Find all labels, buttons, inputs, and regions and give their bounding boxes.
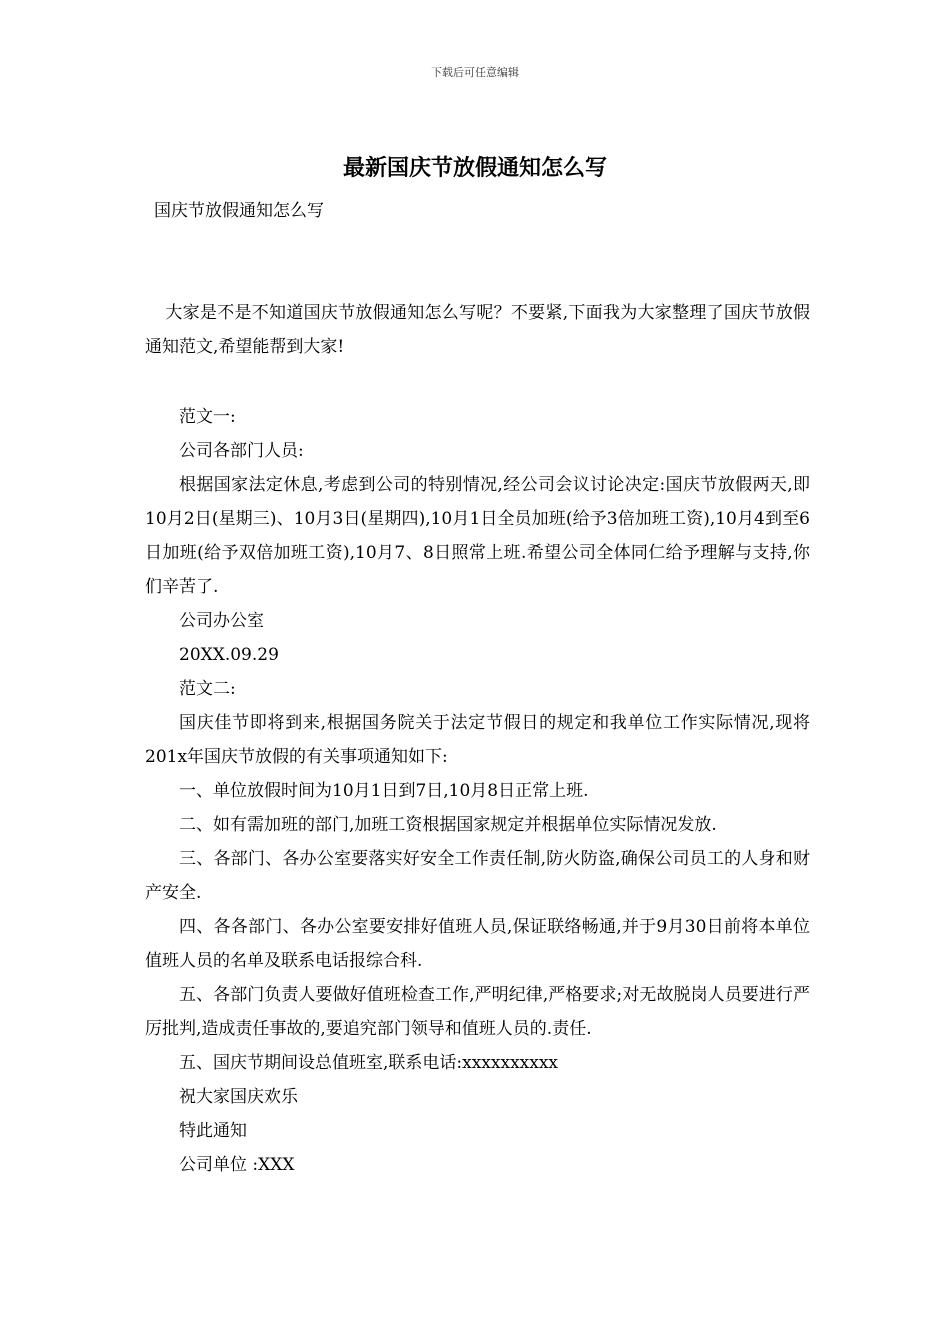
document-body: [145, 296, 810, 1182]
document-subtitle: 国庆节放假通知怎么写: [154, 201, 324, 221]
closing-notice: 特此通知: [179, 1121, 247, 1141]
paragraph-spacer: [145, 364, 810, 400]
notice-item-1: 一、单位放假时间为10月1日到7日,10月8日正常上班.: [179, 781, 589, 801]
page-header-note: 下载后可任意编辑: [431, 66, 519, 79]
sample-one-heading: 范文一:: [179, 407, 236, 427]
company-signature: 公司单位 :XXX: [179, 1155, 295, 1175]
sample-two-intro: 国庆佳节即将到来,根据国务院关于法定节假日的规定和我单位工作实际情况,现将201x年国庆节放假的有关事项通知如下:: [145, 713, 810, 767]
salutation: 公司各部门人员:: [179, 441, 304, 461]
sample-one-body: 根据国家法定休息,考虑到公司的特别情况,经公司会议讨论决定:国庆节放假两天,即10月2日(星期三)、10月3日(星期四),10月1日全员加班(给予3倍加班工资),10月4到至6日加班(给予双倍加班工资),10月7、8日照常上班.希望公司全体同仁给予理解与支持,你们辛苦了.: [145, 475, 810, 597]
sample-one-date: 20XX.09.29: [179, 645, 279, 665]
sample-one-signature: 公司办公室: [179, 611, 264, 631]
document-title: 最新国庆节放假通知怎么写: [342, 155, 607, 181]
notice-item-3: 三、各部门、各办公室要落实好安全工作责任制,防火防盗,确保公司员工的人身和财产安全.: [145, 849, 810, 903]
notice-item-2: 二、如有需加班的部门,加班工资根据国家规定并根据单位实际情况发放.: [179, 815, 717, 835]
notice-item-5: 五、各部门负责人要做好值班检查工作,严明纪律,严格要求;对无故脱岗人员要进行严厉批判,造成责任事故的,要追究部门领导和值班人员的.责任.: [145, 985, 810, 1039]
notice-item-6: 五、国庆节期间设总值班室,联系电话:xxxxxxxxxx: [179, 1053, 559, 1073]
notice-item-4: 四、各各部门、各办公室要安排好值班人员,保证联络畅通,并于9月30日前将本单位值班人员的名单及联系电话报综合科.: [145, 917, 810, 971]
sample-two-heading: 范文二:: [179, 679, 236, 699]
closing-wish: 祝大家国庆欢乐: [179, 1087, 298, 1107]
intro-paragraph: 大家是不是不知道国庆节放假通知怎么写呢？不要紧,下面我为大家整理了国庆节放假通知范文,希望能帮到大家!: [145, 303, 810, 357]
